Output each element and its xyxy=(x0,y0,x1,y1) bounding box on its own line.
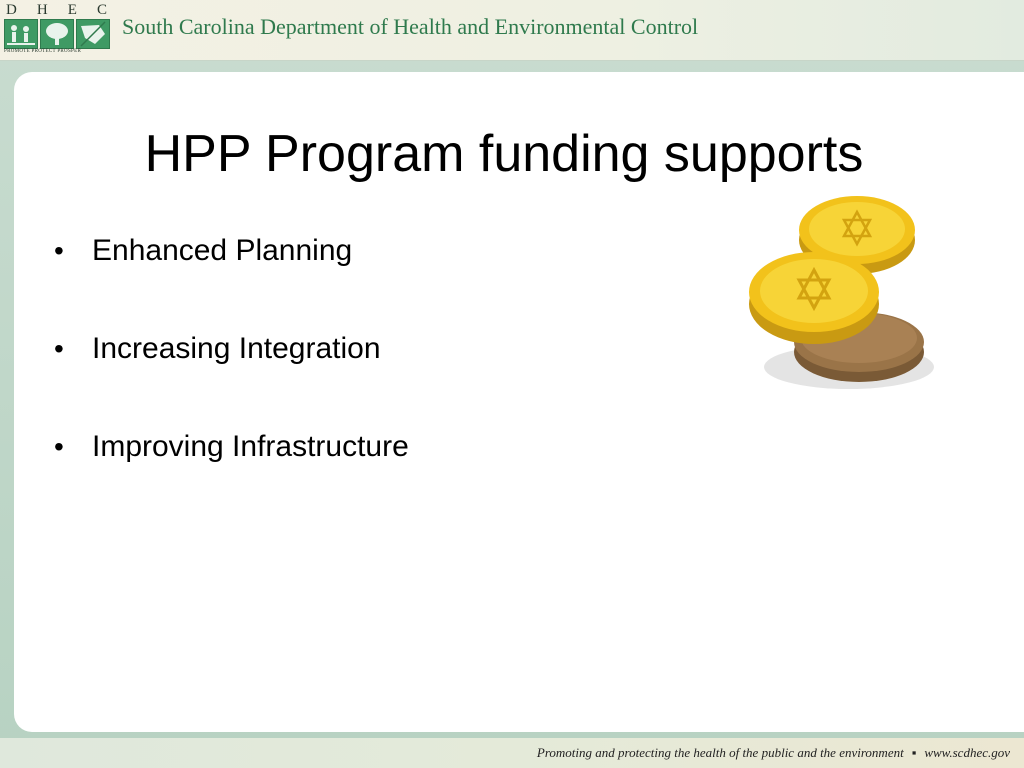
header-bar xyxy=(0,0,1024,61)
logo-letters xyxy=(6,2,108,18)
bullet-marker: • xyxy=(54,235,64,266)
footer-tagline: Promoting and protecting the health of the public and the environment xyxy=(536,745,904,760)
logo-emblems xyxy=(4,19,110,49)
logo-letter: C xyxy=(96,2,108,18)
bullet-marker: • xyxy=(54,333,64,364)
bullet-marker: • xyxy=(54,431,64,462)
figures-icon xyxy=(4,19,38,49)
footer-bar xyxy=(0,738,1024,768)
dhec-logo[interactable] xyxy=(4,2,108,56)
website-link[interactable]: www.scdhec.gov xyxy=(924,745,1010,760)
bullet-item xyxy=(54,332,409,366)
logo-tagline: PROMOTE PROTECT PROSPER xyxy=(4,49,82,54)
bullet-text: Enhanced Planning xyxy=(92,234,353,267)
gold-coins-icon xyxy=(734,192,934,402)
bullet-item xyxy=(54,430,409,464)
bullet-list xyxy=(54,234,409,528)
organization-name: South Carolina Department of Health and Environmental Control xyxy=(122,14,699,39)
bullet-item xyxy=(54,234,409,268)
footer-text xyxy=(537,745,1010,761)
bullet-text: Increasing Integration xyxy=(92,332,381,365)
slide-title: HPP Program funding supports xyxy=(144,125,864,183)
footer-separator: ▪ xyxy=(911,745,917,760)
state-map-icon xyxy=(76,19,110,49)
logo-letter: D xyxy=(6,2,18,18)
bullet-text: Improving Infrastructure xyxy=(92,430,409,463)
logo-letter: E xyxy=(67,2,78,18)
tree-icon xyxy=(40,19,74,49)
logo-letter: H xyxy=(36,2,49,18)
slide-content-area xyxy=(14,72,1024,732)
